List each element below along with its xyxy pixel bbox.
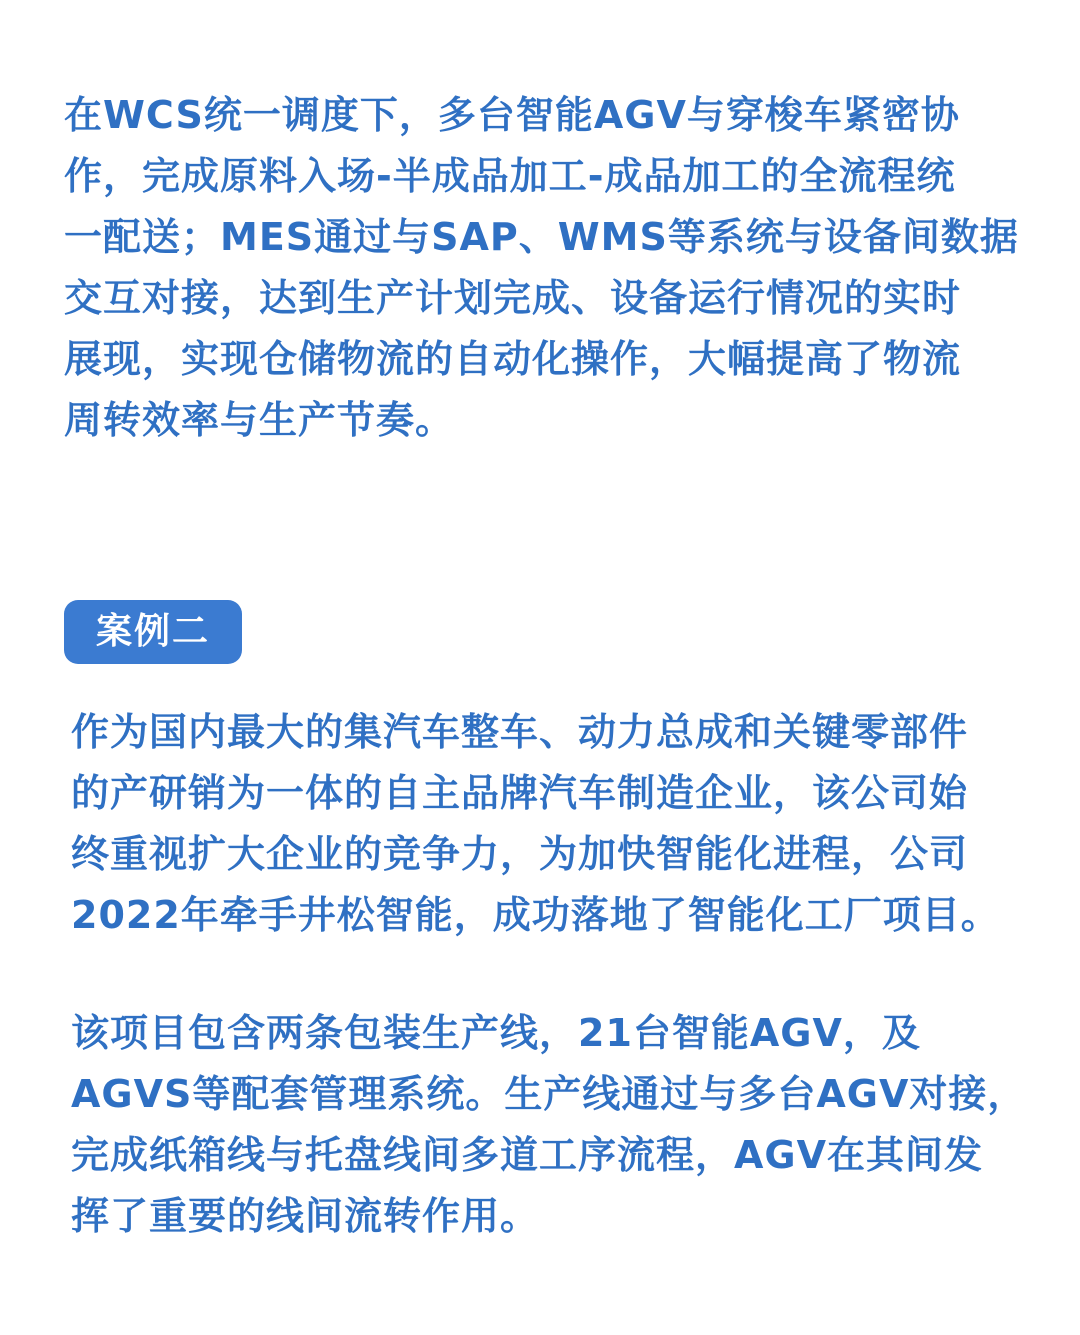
paragraph-line: 该项目包含两条包装生产线，21台智能AGV，及 <box>71 1011 921 1055</box>
paragraph-line: 2022年牵手井松智能，成功落地了智能化工厂项目。 <box>71 893 1000 937</box>
paragraph-line: 周转效率与生产节奏。 <box>64 398 455 442</box>
paragraph-line: 作为国内最大的集汽车整车、动力总成和关键零部件 <box>71 710 969 754</box>
paragraph-line: 终重视扩大企业的竞争力，为加快智能化进程，公司 <box>71 832 969 876</box>
paragraph-line: 交互对接，达到生产计划完成、设备运行情况的实时 <box>64 276 962 320</box>
section-badge-case-two: 案例二 <box>64 600 242 664</box>
paragraph-case-two-intro <box>71 702 1000 946</box>
paragraph-line: 的产研销为一体的自主品牌汽车制造企业，该公司始 <box>71 771 969 815</box>
paragraph-intro <box>64 85 1019 451</box>
paragraph-line: 一配送；MES通过与SAP、WMS等系统与设备间数据 <box>64 215 1019 259</box>
paragraph-line: 完成纸箱线与托盘线间多道工序流程，AGV在其间发 <box>71 1133 984 1177</box>
paragraph-line: 挥了重要的线间流转作用。 <box>71 1194 540 1238</box>
paragraph-case-two-project <box>71 1003 1026 1247</box>
paragraph-line: 作，完成原料入场-半成品加工-成品加工的全流程统 <box>64 154 956 198</box>
paragraph-line: AGVS等配套管理系统。生产线通过与多台AGV对接， <box>71 1072 1027 1116</box>
paragraph-line: 在WCS统一调度下，多台智能AGV与穿梭车紧密协 <box>64 93 960 137</box>
paragraph-line: 展现，实现仓储物流的自动化操作，大幅提高了物流 <box>64 337 962 381</box>
